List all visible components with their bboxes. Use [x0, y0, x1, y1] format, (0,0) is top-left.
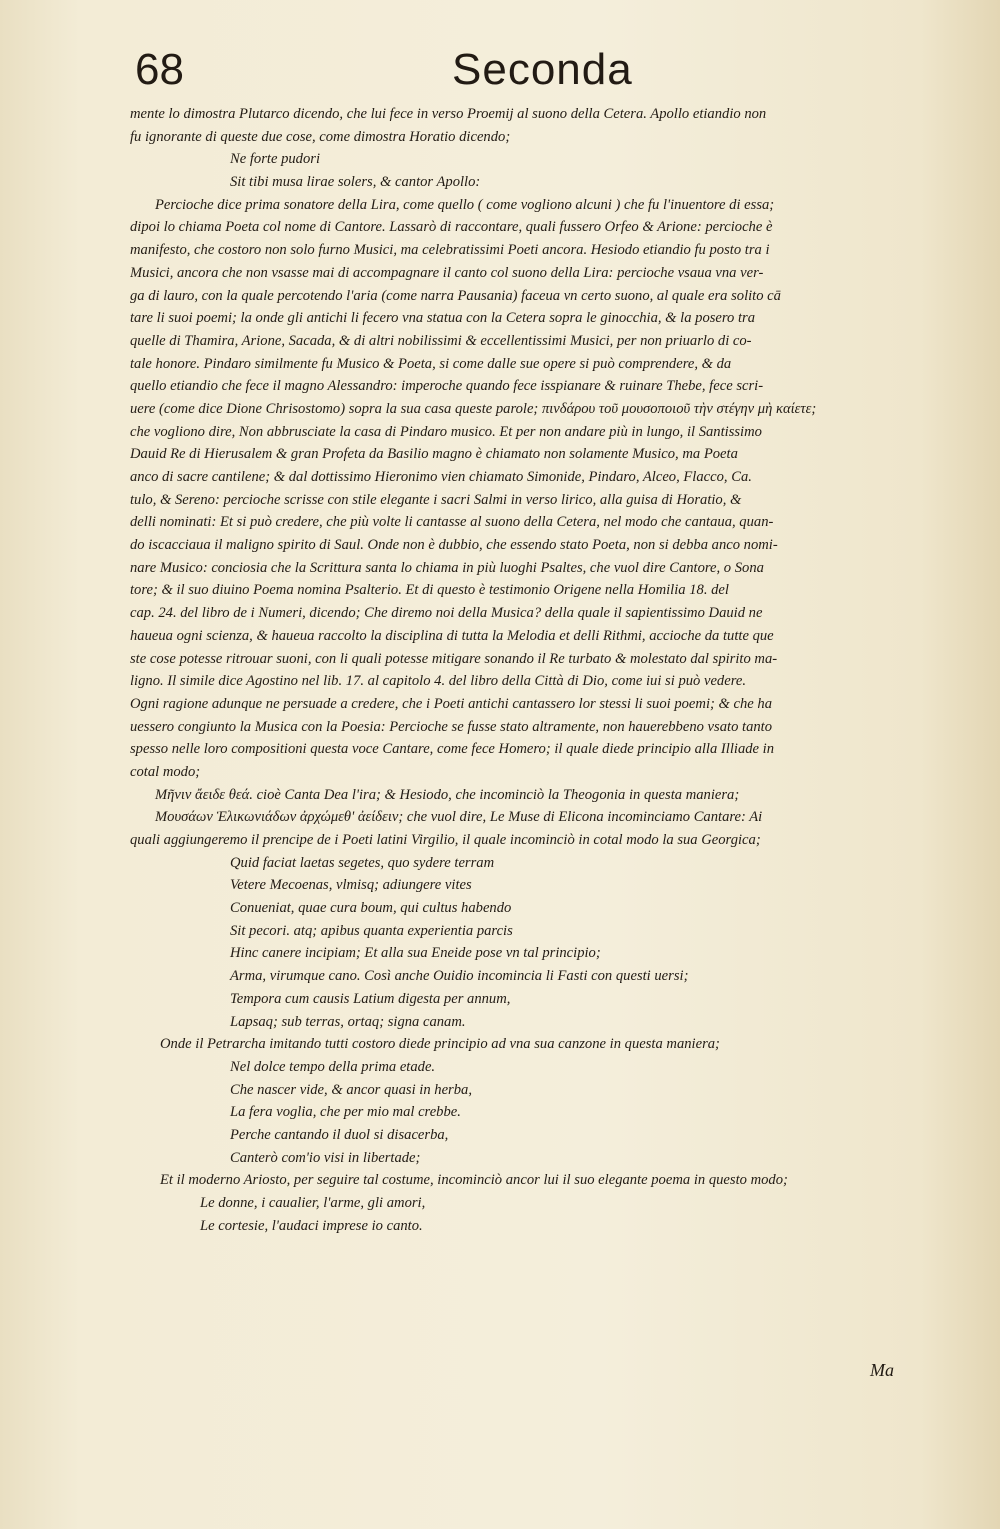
- text-line: Onde il Petrarcha imitando tutti costoro diede principio ad vna sua canzone in questa maniera;: [160, 1036, 720, 1053]
- verse-line: Vetere Mecoenas, vlmisq; adiungere vites: [230, 877, 472, 894]
- text-line: Musici, ancora che non vsasse mai di accompagnare il canto col suono della Lira: percioche vsaua vna ver-: [130, 264, 764, 281]
- text-line: dipoi lo chiama Poeta col nome di Cantore. Lassarò di raccontare, quali fussero Orfeo & Arione: percioche è: [130, 219, 773, 236]
- text-line: tulo, & Sereno: percioche scrisse con stile elegante i sacri Salmi in verso lirico, alla guisa di Horatio, &: [130, 491, 742, 508]
- text-line: ligno. Il simile dice Agostino nel lib. 17. al capitolo 4. del libro della Città di Dio, come iui si può vedere.: [130, 673, 746, 690]
- text-line: quali aggiungeremo il prencipe de i Poeti latini Virgilio, il quale incominciò in cotal modo la sua Georgica;: [130, 832, 761, 848]
- verse-line: Che nascer vide, & ancor quasi in herba,: [230, 1081, 472, 1098]
- text-line: che vogliono dire, Non abbrusciate la casa di Pindaro musico. Et per non andare più in lungo, il Santissimo: [130, 423, 762, 440]
- greek-quote-line: Μῆνιν ἄειδε θεά. cioè Canta Dea l'ira; & Hesiodo, che incominciò la Theogonia in questa maniera;: [155, 786, 740, 803]
- verse-line: Tempora cum causis Latium digesta per annum,: [230, 990, 511, 1007]
- text-line: uessero congiunto la Musica con la Poesia: Percioche se fusse stato altramente, non hauerebbeno vsato tanto: [130, 718, 773, 735]
- text-line: do iscacciaua il maligno spirito di Saul. Onde non è dubbio, che essendo stato Poeta, non si debba anco nomi-: [130, 537, 778, 554]
- verse-line: Canterò com'io visi in libertade;: [230, 1149, 421, 1166]
- verse-line: Sit pecori. atq; apibus quanta experientia parcis: [230, 922, 513, 939]
- page-number: 68: [135, 45, 184, 94]
- text-line: manifesto, che costoro non solo furno Musici, ma celebratissimi Poeti ancora. Hesiodo etiandio fu posto tra i: [130, 242, 770, 259]
- verse-line: Conueniat, quae cura boum, qui cultus habendo: [230, 900, 512, 917]
- verse-line: La fera voglia, che per mio mal crebbe.: [230, 1104, 461, 1121]
- text-line: spesso nelle loro compositioni questa voce Cantare, come fece Homero; il quale diede principio alla Illiade in: [130, 741, 775, 758]
- page-header: [135, 45, 895, 105]
- verse-line: Hinc canere incipiam; Et alla sua Eneide pose vn tal principio;: [230, 945, 601, 962]
- text-block: [130, 103, 910, 1237]
- text-line: fu ignorante di queste due cose, come dimostra Horatio dicendo;: [130, 128, 511, 145]
- verse-line: Lapsaq; sub terras, ortaq; signa canam.: [230, 1013, 466, 1030]
- text-line: tore; & il suo diuino Poema nomina Psalterio. Et di questo è testimonio Origene nella Homilia 18. del: [130, 582, 729, 599]
- text-line: Dauid Re di Hierusalem & gran Profeta da Basilio magno è chiamato non solamente Musico, ma Poeta: [130, 446, 738, 463]
- text-line: uere (come dice Dione Chrisostomo) sopra la sua casa queste parole; πινδάρου τοῦ μουσοποιοῦ τὴν στέγην μὴ καίετε;: [130, 400, 817, 417]
- text-line: quelle di Thamira, Arione, Sacada, & di altri nobilissimi & eccellentissimi Musici, per non priuarlo di co-: [130, 332, 752, 349]
- text-line: tale honore. Pindaro similmente fu Musico & Poeta, si come dalle sue opere si può comprendere, & da: [130, 355, 732, 372]
- text-line: quello etiandio che fece il magno Alessandro: imperoche quando fece isspianare & ruinare Thebe, fece scri-: [130, 378, 764, 395]
- verse-line: Sit tibi musa lirae solers, & cantor Apollo:: [230, 174, 481, 191]
- text-line: anco di sacre cantilene; & dal dottissimo Hieronimo vien chiamato Simonide, Pindaro, Alceo, Flacco, Ca.: [130, 469, 752, 485]
- text-line: tare li suoi poemi; la onde gli antichi li fecero vna statua con la Cetera sopra le ginocchia, & la posero tra: [130, 310, 756, 327]
- text-line: cotal modo;: [130, 763, 201, 780]
- text-line: nare Musico: conciosia che la Scrittura santa lo chiama in più luoghi Psaltes, che vuol dire Cantore, o Sona: [130, 559, 764, 576]
- text-line: Et il moderno Ariosto, per seguire tal costume, incominciò ancor lui il suo elegante poema in questo modo;: [160, 1172, 788, 1189]
- text-line: haueua ogni scienza, & haueua raccolto la disciplina di tutta la Melodia et delli Rithmi, accioche da tutte que: [130, 627, 774, 644]
- verse-line: Le cortesie, l'audaci imprese io canto.: [200, 1217, 423, 1234]
- text-line: ga di lauro, con la quale percotendo l'aria (come narra Pausania) faceua vn certo suono, al quale era solito cā: [130, 287, 781, 304]
- text-line: Ogni ragione adunque ne persuade a credere, che i Poeti antichi cantassero lor stessi li suoi poemi; & che ha: [130, 695, 773, 712]
- text-line: ste cose potesse ritrouar suoni, con li quali potesse mitigare sonando il Re turbato & molestato dal spirito ma-: [130, 650, 778, 667]
- verse-line: Quid faciat laetas segetes, quo sydere terram: [230, 854, 495, 871]
- text-line: mente lo dimostra Plutarco dicendo, che lui fece in verso Proemij al suono della Cetera. Apollo etiandio non: [130, 106, 767, 122]
- text-line: Percioche dice prima sonatore della Lira, come quello ( come vogliono alcuni ) che fu l'inuentore di essa;: [155, 196, 775, 213]
- running-head: Seconda: [452, 45, 633, 94]
- verse-line: Nel dolce tempo della prima etade.: [230, 1058, 436, 1075]
- verse-line: Le donne, i caualier, l'arme, gli amori,: [200, 1195, 426, 1211]
- text-line: delli nominati: Et si può credere, che più volte li cantasse al suono della Cetera, nel modo che cantaua, quan-: [130, 514, 774, 531]
- verse-line: Perche cantando il duol si disacerba,: [230, 1126, 449, 1143]
- catchword: Ma: [870, 1360, 894, 1380]
- text-line: cap. 24. del libro de i Numeri, dicendo; Che diremo noi della Musica? della quale il sapientissimo Dauid ne: [130, 605, 763, 622]
- verse-line: Arma, virumque cano. Così anche Ouidio incomincia li Fasti con questi uersi;: [230, 968, 689, 985]
- greek-quote-line: Μουσάων Ἑλικωνιάδων ἀρχώμεθ' ἀείδειν; che vuol dire, Le Muse di Elicona incominciamo Cantare: Ai: [155, 809, 763, 826]
- verse-line: Ne forte pudori: [230, 151, 320, 168]
